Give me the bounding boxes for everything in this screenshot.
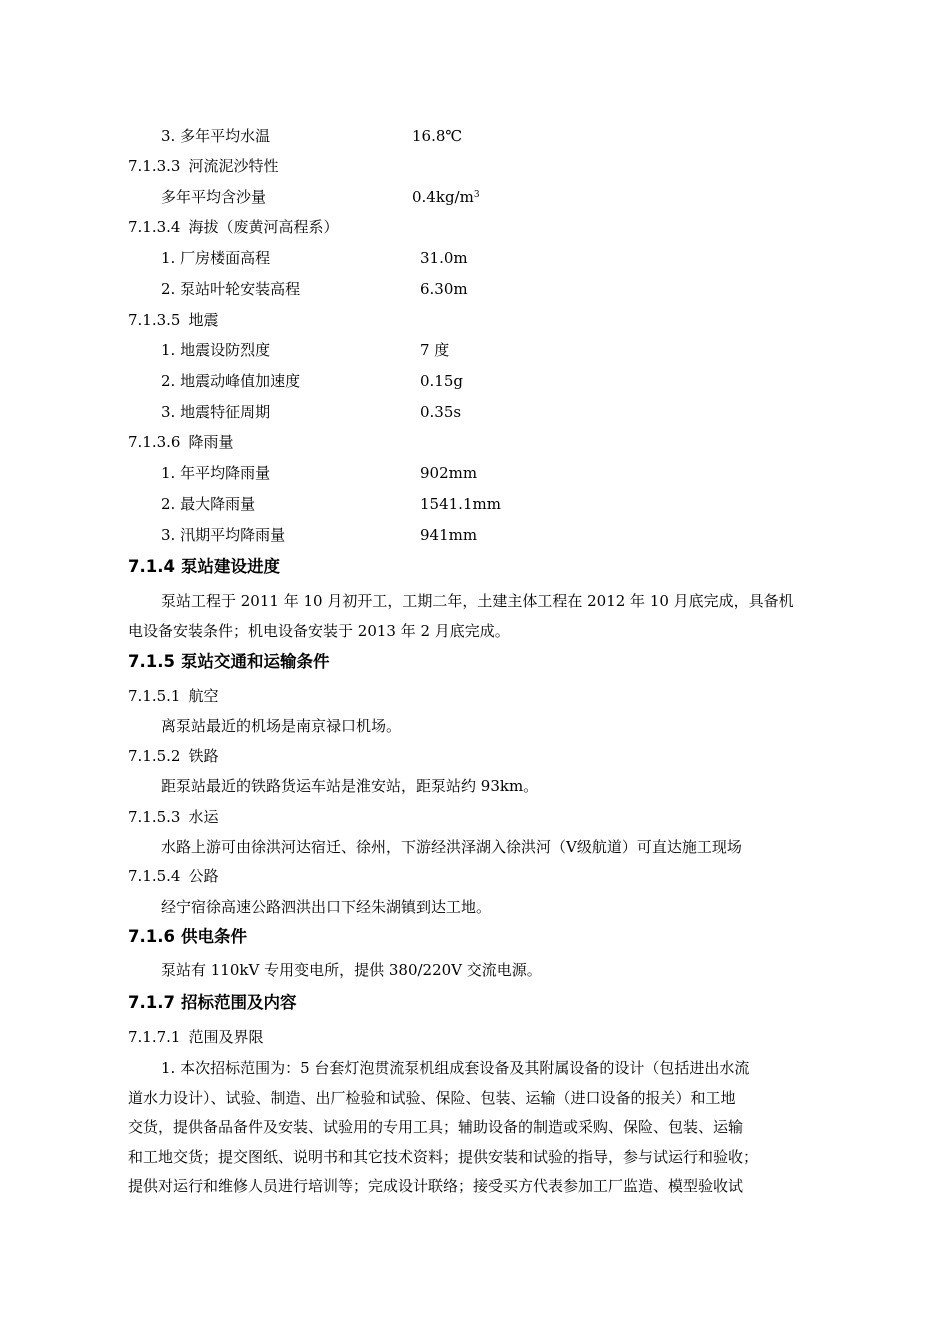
section-title: 河流泥沙特性 [188,157,279,175]
section-title: 泵站交通和运输条件 [180,652,330,671]
section-title: 供电条件 [180,927,247,946]
row-value: 16.8℃ [412,127,463,145]
subsection-7134 [128,217,339,237]
row-label: 1. 地震设防烈度 [161,341,271,359]
section-number: 7.1.4 [128,557,175,576]
row-value: 941mm [420,526,478,544]
row-label: 2. 最大降雨量 [161,495,256,513]
section-number: 7.1.3.5 [128,311,181,329]
section-heading-715 [128,652,329,672]
row-label: 3. 多年平均水温 [161,127,271,145]
subsection-7151 [128,686,219,706]
railway-text: 距泵站最近的铁路货运车站是淮安站，距泵站约 93km。 [161,777,539,795]
row-value: 31.0m [420,249,468,267]
row-label: 3. 地震特征周期 [161,403,271,421]
subsection-7153 [128,807,219,827]
section-title: 海拔（废黄河高程系） [188,218,339,236]
section-number: 7.1.3.4 [128,218,181,236]
row-label: 2. 地震动峰值加速度 [161,372,301,390]
section-number: 7.1.5.1 [128,687,181,705]
section-number: 7.1.3.6 [128,433,181,451]
row-label: 1. 年平均降雨量 [161,464,271,482]
row-value: 1541.1mm [420,495,501,513]
paragraph-line: 交货，提供备品备件及安装、试验用的专用工具；辅助设备的制造或采购、保险、包装、运输 [128,1118,744,1136]
section-title: 降雨量 [188,433,234,451]
row-label: 多年平均含沙量 [161,188,267,206]
sediment-value: 0.4kg/m [412,188,474,206]
paragraph-line: 泵站工程于 2011 年 10 月初开工，工期二年，土建主体工程在 2012 年 10 月底完成，具备机 [161,592,794,610]
section-title: 泵站建设进度 [180,557,280,576]
section-title: 地震 [188,311,219,329]
section-number: 7.1.3.3 [128,157,181,175]
row-label: 3. 汛期平均降雨量 [161,526,286,544]
subsection-7171 [128,1027,264,1047]
row-value [412,187,480,207]
row-label: 2. 泵站叶轮安装高程 [161,280,301,298]
subsection-7135 [128,310,219,330]
row-value: 0.35s [420,403,462,421]
section-title: 航空 [188,687,219,705]
row-value: 902mm [420,464,478,482]
row-value: 7 度 [420,341,450,359]
paragraph-line: 提供对运行和维修人员进行培训等；完成设计联络；接受买方代表参加工厂监造、模型验收试 [128,1177,744,1195]
section-title: 范围及界限 [188,1028,264,1046]
section-title: 公路 [188,867,219,885]
power-supply-text: 泵站有 110kV 专用变电所，提供 380/220V 交流电源。 [161,961,542,979]
section-number: 7.1.5.4 [128,867,181,885]
paragraph-line: 和工地交货；提交图纸、说明书和其它技术资料；提供安装和试验的指导，参与试运行和验收； [128,1147,759,1166]
paragraph-line: 电设备安装条件；机电设备安装于 2013 年 2 月底完成。 [128,621,510,640]
section-heading-714 [128,557,280,577]
row-label: 1. 厂房楼面高程 [161,249,271,267]
subsection-7154 [128,866,219,886]
paragraph-line: 道水力设计）、试验、制造、出厂检验和试验、保险、包装、运输（进口设备的报关）和工地 [128,1088,736,1107]
section-number: 7.1.7 [128,993,175,1012]
subsection-7152 [128,746,219,766]
aviation-text: 离泵站最近的机场是南京禄口机场。 [161,717,402,735]
row-value: 6.30m [420,280,468,298]
subsection-7133 [128,156,279,176]
section-title: 招标范围及内容 [180,993,297,1012]
section-heading-717 [128,993,296,1013]
paragraph-line: 1. 本次招标范围为：5 台套灯泡贯流泵机组成套设备及其附属设备的设计（包括进出水流 [161,1059,750,1077]
section-number: 7.1.5.3 [128,808,181,826]
unit-superscript: 3 [473,190,480,200]
section-number: 7.1.5.2 [128,747,181,765]
waterway-text: 水路上游可由徐洪河达宿迁、徐州，下游经洪泽湖入徐洪河（Ⅴ级航道）可直达施工现场 [161,838,742,856]
paragraph-scope [128,1054,828,1202]
section-title: 水运 [188,808,219,826]
section-heading-716 [128,927,247,947]
section-number: 7.1.5 [128,652,175,671]
row-value: 0.15g [420,372,464,390]
section-title: 铁路 [188,747,219,765]
subsection-7136 [128,432,234,452]
paragraph-schedule [128,587,828,646]
highway-text: 经宁宿徐高速公路泗洪出口下经朱湖镇到达工地。 [161,898,492,916]
section-number: 7.1.6 [128,927,175,946]
section-number: 7.1.7.1 [128,1028,181,1046]
